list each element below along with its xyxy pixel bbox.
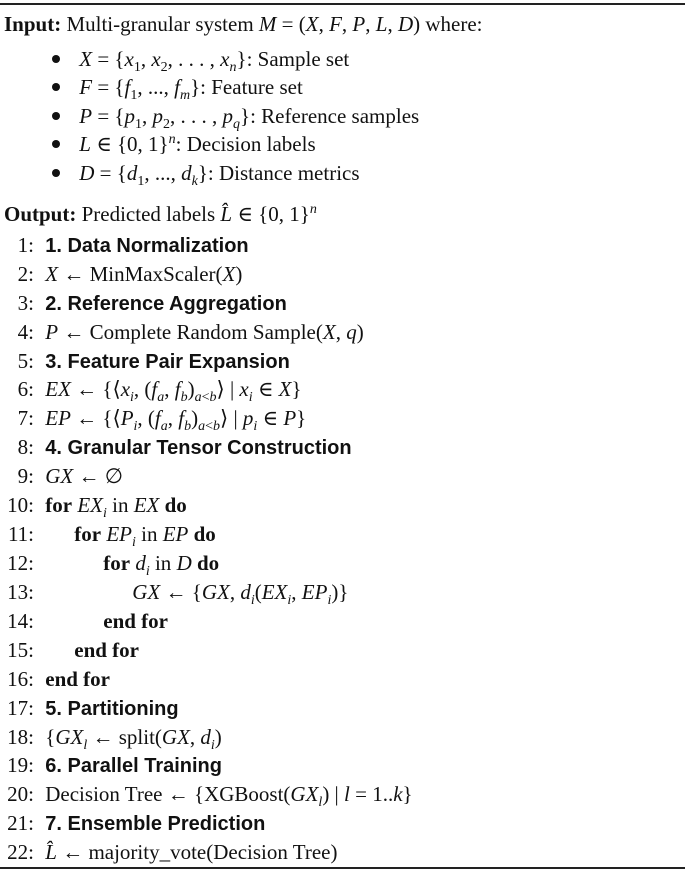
algo-line-2: 2: X ← MinMaxScaler(X) bbox=[17, 262, 243, 286]
algo-line-4: 4: P ← Complete Random Sample(X, q) bbox=[17, 320, 364, 344]
algo-line-16: 16: end for bbox=[7, 667, 110, 691]
algo-line-12: 12: for $d_i$ in D do bbox=[7, 551, 220, 580]
output-label: Output: bbox=[4, 202, 77, 226]
algo-line-19: 19: 6. Parallel Training bbox=[7, 753, 222, 777]
bullet-reference-samples: $P = \{p_1$, $p_2$, . . . , $p_q$}: Reference samples bbox=[52, 104, 419, 133]
algo-line-8: 8: 4. Granular Tensor Construction bbox=[17, 435, 352, 459]
output-line: Output: Predicted labels L̂ ∈ {0, 1}$^n$ bbox=[4, 202, 317, 226]
algo-line-20: 20: Decision Tree ← {$XGBoost(GX_l)$ | l = 1..k} bbox=[7, 782, 413, 811]
bullet-dot bbox=[52, 169, 60, 177]
algo-line-1: 1: 1. Data Normalization bbox=[17, 233, 249, 257]
algo-line-21: 21: 7. Ensemble Prediction bbox=[7, 811, 266, 835]
algo-line-6: 6: EX ← {$⟨x_i$, ($f_a$, $f_b)_{a<b}⟩$ | $x_i$ ∈ X} bbox=[17, 377, 302, 406]
bullet-distance-metrics: $D = \{d_1$, ..., $d_k$}: Distance metrics bbox=[52, 161, 360, 190]
algo-line-18: 18: {$GX_l$ ← split(GX, $d_i$) bbox=[7, 725, 222, 754]
algo-line-10: 10: for $EX_i$ in EX do bbox=[7, 493, 187, 522]
algo-line-11: 11: for $EP_i$ in EP do bbox=[7, 522, 216, 551]
input-line: Input: Multi-granular system M = (X, F, P, L, D) where: bbox=[4, 12, 483, 36]
bullet-decision-labels: L ∈ {0, 1}$^n$: Decision labels bbox=[52, 132, 316, 157]
bottom-rule bbox=[0, 867, 685, 869]
algo-line-14: 14: end for bbox=[7, 609, 168, 633]
algo-line-3: 3: 2. Reference Aggregation bbox=[17, 291, 287, 315]
algo-line-9: 9: GX ← ∅ bbox=[17, 464, 124, 488]
input-label: Input: bbox=[4, 12, 62, 36]
bullet-dot bbox=[52, 55, 60, 63]
bullet-sample-set: $X = \{x_1$, $x_2$, . . . , $x_n$}: Sample set bbox=[52, 47, 349, 76]
bullet-dot bbox=[52, 112, 60, 120]
algo-line-22: 22: L̂ ← majority_vote(Decision Tree) bbox=[7, 840, 338, 864]
bullet-dot bbox=[52, 83, 60, 91]
algo-line-17: 17: 5. Partitioning bbox=[7, 696, 179, 720]
top-rule bbox=[0, 3, 685, 5]
algo-line-7: 7: EP ← {$⟨P_i$, ($f_a$, $f_b)_{a<b}⟩$ | $p_i$ ∈ P} bbox=[17, 406, 307, 435]
algo-line-13: 13: GX ← {GX, $d_i(EX_i$, $EP_i$)} bbox=[7, 580, 349, 609]
bullet-feature-set: $F = \{f_1$, ..., $f_m$}: Feature set bbox=[52, 75, 303, 104]
algo-line-5: 5: 3. Feature Pair Expansion bbox=[17, 349, 290, 373]
algo-line-15: 15: end for bbox=[7, 638, 139, 662]
bullet-dot bbox=[52, 140, 60, 148]
